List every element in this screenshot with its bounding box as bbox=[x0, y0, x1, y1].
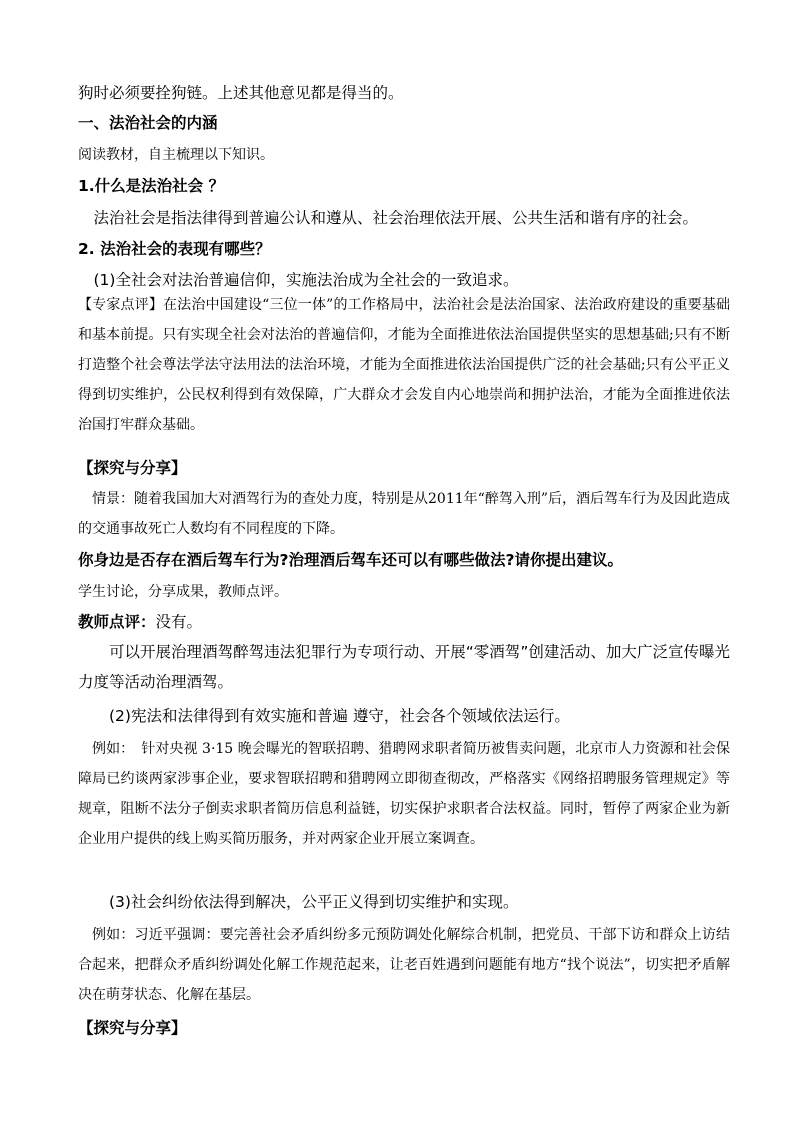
advice-text: 可以开展治理酒驾醉驾违法犯罪行为专项行动、开展“零酒驾”创建活动、加大广泛宣传曝光力度等活动治理酒驾。 bbox=[78, 643, 730, 691]
section-heading: 一、法治社会的内涵 bbox=[78, 114, 218, 132]
expert-comment: 【专家点评】在法治中国建设“三位一体”的工作格局中，法治社会是法治国家、法治政府建设的重要基础和基本前提。只有实现全社会对法治的普遍信仰，才能为全面推进依法治国提供坚实的思想基础;只有不断打造整个社会尊法学法守法用法的法治环境，才能为全面推进依法治国提供广泛的社会基础;只有公平正义得到切实维护，公民权利得到有效保障，广大群众才会发自内心地崇尚和拥护法治，才能为全面推进依法治国打牢群众基础。 bbox=[78, 297, 730, 433]
intro-line: 狗时必须要拴狗链。上述其他意见都是得当的。 bbox=[78, 84, 404, 102]
discussion-question: 你身边是否存在酒后驾车行为?治理酒后驾车还可以有哪些做法?请你提出建议。 bbox=[78, 551, 623, 569]
point-1: (1)全社会对法治普遍信仰，实施法治成为全社会的一致追求。 bbox=[93, 271, 519, 289]
teacher-comment-text: 没有。 bbox=[155, 613, 203, 631]
teacher-comment bbox=[78, 612, 730, 632]
point-2: (2)宪法和法律得到有效实施和普遍 遵守，社会各个领域依法运行。 bbox=[109, 707, 570, 725]
example-1: 例如： 针对央视 3·15 晚会曝光的智联招聘、猎聘网求职者简历被售卖问题，北京市人力资源和社会保障局已约谈两家涉事企业，要求智联招聘和猎聘网立即彻查彻改，严格落实《网络招聘服务管理规定》等规章，阻断不法分子倒卖求职者简历信息利益链，切实保护求职者合法权益。同时，暂停了两家企业为新企业用户提供的线上购买简历服务，并对两家企业开展立案调查。 bbox=[78, 741, 730, 847]
explore-share-heading-2: 【探究与分享】 bbox=[78, 1019, 187, 1037]
scenario-text: 情景：随着我国加大对酒驾行为的查处力度，特别是从2011年“醉驾入刑”后，酒后驾车行为及因此造成的交通事故死亡人数均有不同程度的下降。 bbox=[78, 491, 730, 537]
discussion-steps: 学生讨论，分享成果，教师点评。 bbox=[78, 584, 288, 600]
question-1-heading: 1.什么是法治社会 ？ bbox=[78, 177, 225, 195]
reading-instruction: 阅读教材，自主梳理以下知识。 bbox=[78, 147, 274, 163]
question-2-heading: 2. 法治社会的表现有哪些？ bbox=[78, 240, 271, 258]
teacher-comment-label: 教师点评： bbox=[78, 613, 156, 631]
definition-text: 法治社会是指法律得到普遍公认和遵从、社会治理依法开展、公共生活和谐有序的社会。 bbox=[93, 209, 699, 227]
example-2: 例如：习近平强调：要完善社会矛盾纠纷多元预防调处化解综合机制，把党员、干部下访和群众上访结合起来，把群众矛盾纠纷调处化解工作规范起来，让老百姓遇到问题能有地方“找个说法”，切实把矛盾解决在萌芽状态、化解在基层。 bbox=[78, 927, 730, 1003]
explore-share-heading: 【探究与分享】 bbox=[78, 459, 187, 477]
point-3: (3)社会纠纷依法得到解决，公平正义得到切实维护和实现。 bbox=[109, 893, 519, 911]
